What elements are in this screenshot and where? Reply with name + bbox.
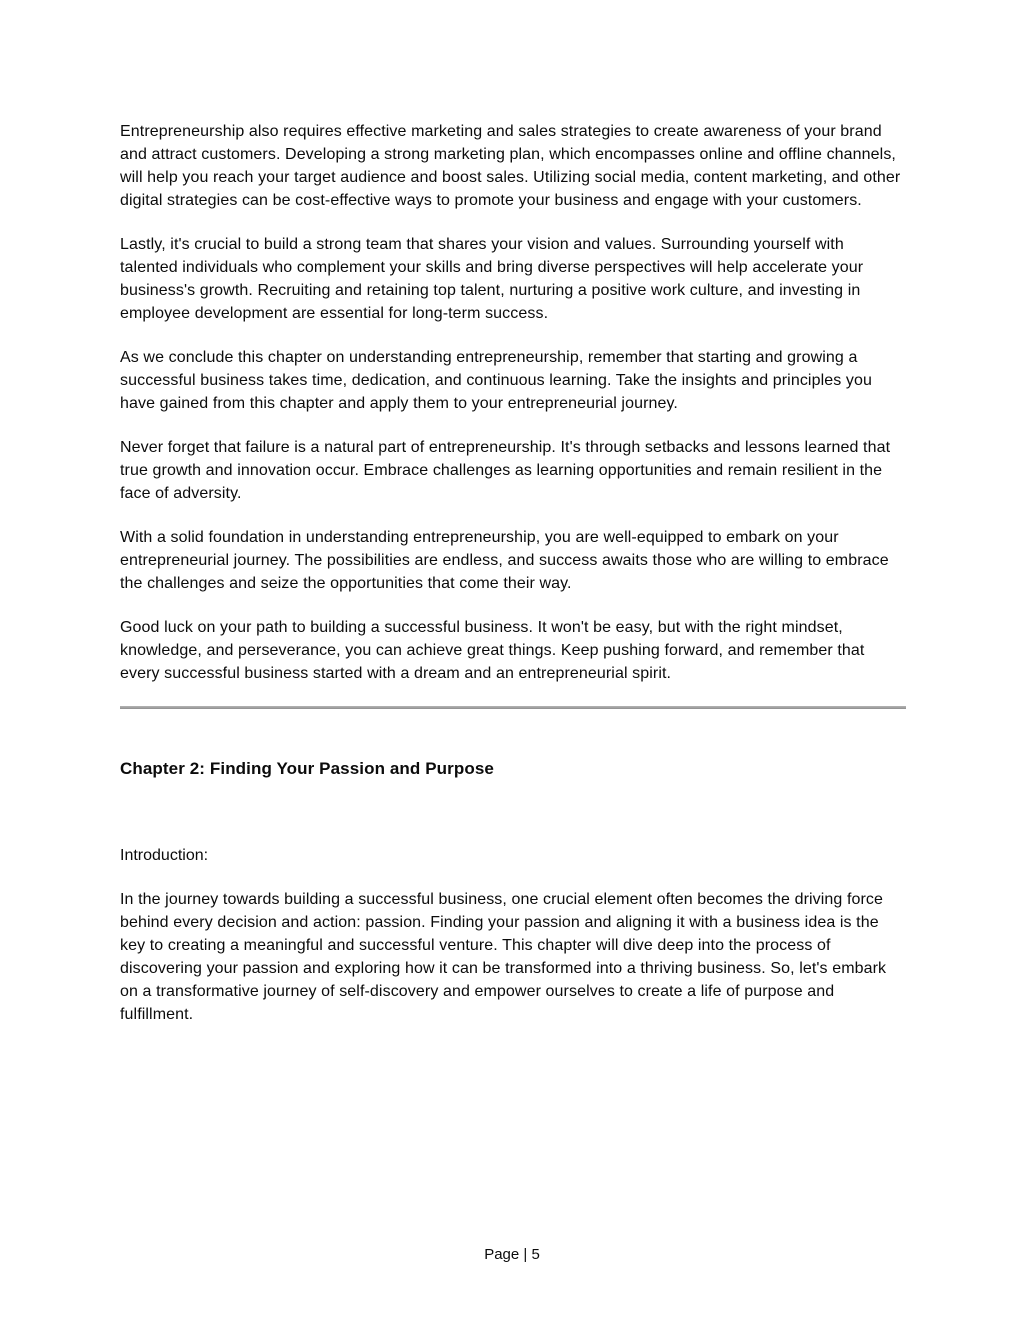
paragraph-solid-foundation: With a solid foundation in understanding entrepreneurship, you are well-equipped to embark on your entrepreneurial journey. The possibilities are endless, and success awaits those who are willing to embrace the challenges and seize the opportunities that come their way.: [120, 529, 889, 592]
paragraph-marketing-sales: Entrepreneurship also requires effective marketing and sales strategies to create awareness of your brand and attract customers. Developing a strong marketing plan, which encompasses online and offline channels, will help you reach your target audience and boost sales. Utilizing social media, content marketing, and other digital strategies can be cost-effective ways to promote your business and engage with your customers.: [120, 123, 901, 209]
section-divider: [120, 706, 906, 709]
paragraph-build-team: Lastly, it's crucial to build a strong team that shares your vision and values. Surrounding yourself with talented individuals who complement your skills and bring diverse perspectives will help accelerate your business's growth. Recruiting and retaining top talent, nurturing a positive work culture, and investing in employee development are essential for long-term success.: [120, 236, 864, 322]
document-body: [120, 120, 906, 1047]
paragraph-introduction: In the journey towards building a successful business, one crucial element often becomes the driving force behind every decision and action: passion. Finding your passion and aligning it with a business idea is the key to creating a meaningful and successful venture. This chapter will dive deep into the process of discovering your passion and exploring how it can be transformed into a thriving business. So, let's embark on a transformative journey of self-discovery and empower ourselves to create a life of purpose and fulfillment.: [120, 891, 887, 1023]
paragraph-chapter-conclusion: As we conclude this chapter on understanding entrepreneurship, remember that starting and growing a successful business takes time, dedication, and continuous learning. Take the insights and principles you have gained from this chapter and apply them to your entrepreneurial journey.: [120, 349, 872, 412]
paragraph-good-luck: Good luck on your path to building a successful business. It won't be easy, but with the right mindset, knowledge, and perseverance, you can achieve great things. Keep pushing forward, and remember that every successful business started with a dream and an entrepreneurial spirit.: [120, 619, 865, 682]
chapter-heading: Chapter 2: Finding Your Passion and Purpose: [120, 759, 494, 778]
introduction-label: Introduction:: [120, 847, 209, 864]
paragraph-failure-natural: Never forget that failure is a natural part of entrepreneurship. It's through setbacks and lessons learned that true growth and innovation occur. Embrace challenges as learning opportunities and remain resilient in the face of adversity.: [120, 439, 891, 502]
page-number-footer: Page | 5: [484, 1246, 540, 1263]
